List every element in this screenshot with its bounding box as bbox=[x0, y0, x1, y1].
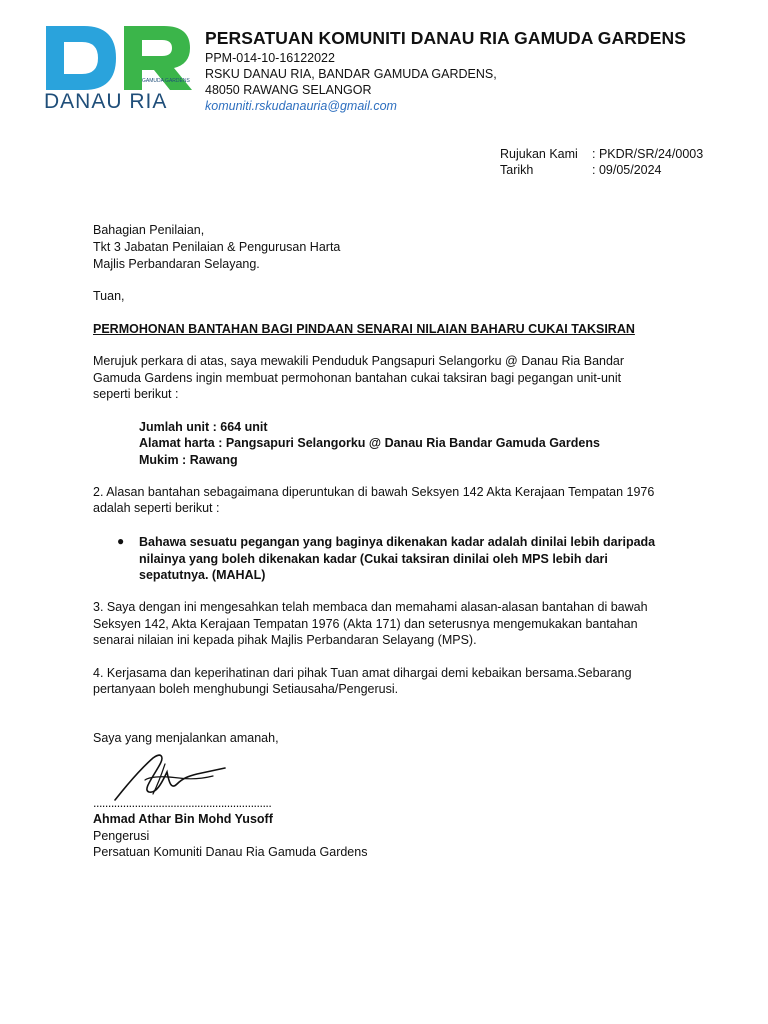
bullet-line-2: nilainya yang boleh dikenakan kadar (Cukai taksiran dinilai oleh MPS lebih dari bbox=[139, 552, 608, 566]
paragraph-2-line-2: adalah seperti berikut : bbox=[93, 501, 220, 515]
date-row bbox=[500, 163, 662, 177]
signatory-title: Pengerusi bbox=[93, 829, 150, 843]
paragraph-1-line-1: Merujuk perkara di atas, saya mewakili Penduduk Pangsapuri Selangorku @ Danau Ria Bandar bbox=[93, 354, 625, 368]
bullet-icon: ● bbox=[117, 534, 125, 548]
logo-text: DANAU RIA bbox=[44, 90, 168, 113]
signatory-name: Ahmad Athar Bin Mohd Yusoff bbox=[93, 812, 273, 826]
signatory-organization: Persatuan Komuniti Danau Ria Gamuda Gardens bbox=[93, 845, 368, 859]
recipient-line-2: Tkt 3 Jabatan Penilaian & Pengurusan Harta bbox=[93, 240, 341, 254]
detail-units: Jumlah unit : 664 unit bbox=[139, 420, 268, 434]
closing-phrase: Saya yang menjalankan amanah, bbox=[93, 731, 279, 745]
ref-label: Rujukan Kami bbox=[500, 147, 578, 161]
bullet-line-3: sepatutnya. (MAHAL) bbox=[139, 568, 266, 582]
registration-number: PPM-014-10-16122022 bbox=[205, 51, 335, 65]
paragraph-1-line-2: Gamuda Gardens ingin membuat permohonan bantahan cukai taksiran bagi pegangan unit-unit bbox=[93, 371, 622, 385]
email-link[interactable]: komuniti.rskudanauria@gmail.com bbox=[205, 99, 397, 113]
org-name: PERSATUAN KOMUNITI DANAU RIA GAMUDA GARDENS bbox=[205, 28, 687, 48]
paragraph-3-line-3: senarai nilaian ini kepada pihak Majlis Perbandaran Selayang (MPS). bbox=[93, 633, 477, 647]
reference-row bbox=[500, 147, 703, 161]
recipient-line-1: Bahagian Penilaian, bbox=[93, 223, 205, 237]
signature-line: ............................................................ bbox=[93, 796, 272, 810]
detail-address: Alamat harta : Pangsapuri Selangorku @ Danau Ria Bandar Gamuda Gardens bbox=[139, 436, 600, 450]
salutation: Tuan, bbox=[93, 289, 125, 303]
ref-value: : PKDR/SR/24/0003 bbox=[592, 147, 704, 161]
org-logo bbox=[44, 24, 194, 114]
bullet-line-1: Bahawa sesuatu pegangan yang baginya dikenakan kadar adalah dinilai lebih daripada bbox=[139, 535, 656, 549]
paragraph-2-line-1: 2. Alasan bantahan sebagaimana diperuntukan di bawah Seksyen 142 Akta Kerajaan Tempatan 1976 bbox=[93, 485, 655, 499]
paragraph-4-line-1: 4. Kerjasama dan keperihatinan dari pihak Tuan amat dihargai demi kebaikan bersama.Sebarang bbox=[93, 666, 632, 680]
address-line-1: RSKU DANAU RIA, BANDAR GAMUDA GARDENS, bbox=[205, 67, 497, 81]
paragraph-1-line-3: seperti berikut : bbox=[93, 387, 179, 401]
detail-mukim: Mukim : Rawang bbox=[139, 453, 238, 467]
paragraph-4-line-2: pertanyaan boleh menghubungi Setiausaha/Pengerusi. bbox=[93, 682, 399, 696]
address-line-2: 48050 RAWANG SELANGOR bbox=[205, 83, 372, 97]
logo-subtext: GAMUDA GARDENS bbox=[142, 78, 190, 84]
recipient-line-3: Majlis Perbandaran Selayang. bbox=[93, 257, 260, 271]
subject-line: PERMOHONAN BANTAHAN BAGI PINDAAN SENARAI NILAIAN BAHARU CUKAI TAKSIRAN bbox=[93, 322, 635, 336]
paragraph-3-line-2: Seksyen 142, Akta Kerajaan Tempatan 1976 (Akta 171) dan seterusnya mengemukakan bantahan bbox=[93, 617, 638, 631]
date-value: : 09/05/2024 bbox=[592, 163, 662, 177]
date-label: Tarikh bbox=[500, 163, 534, 177]
paragraph-3-line-1: 3. Saya dengan ini mengesahkan telah membaca dan memahami alasan-alasan bantahan di bawah bbox=[93, 600, 648, 614]
